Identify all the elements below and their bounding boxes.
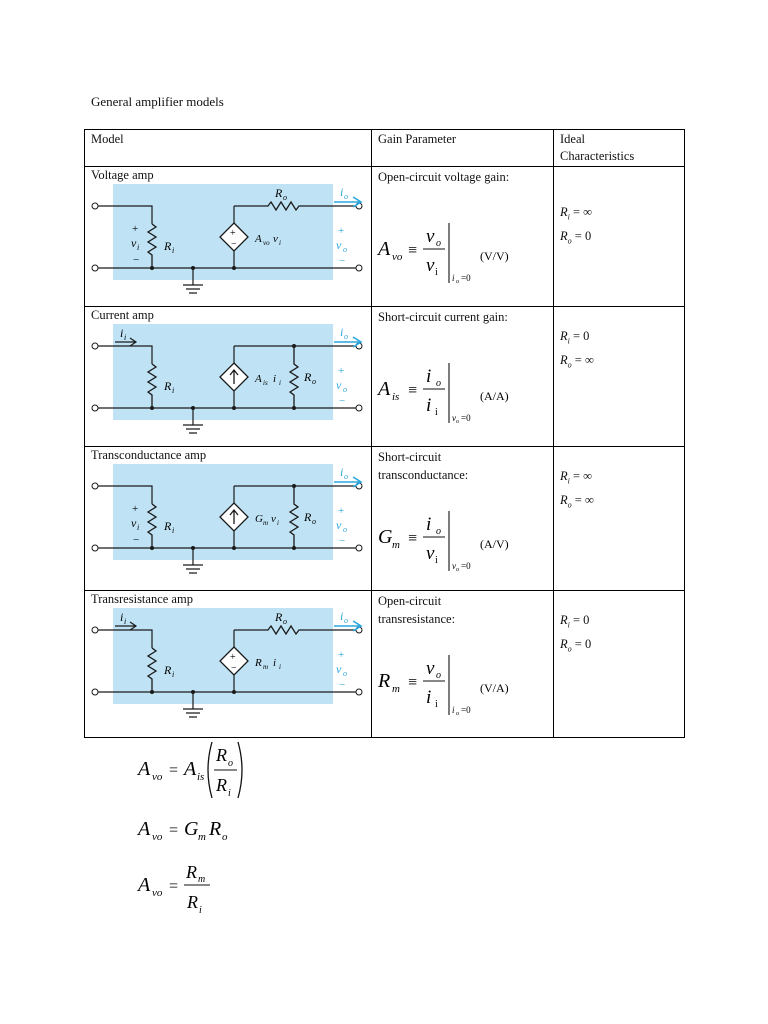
circuit-diagram xyxy=(85,324,365,442)
gain-numerator: v xyxy=(426,226,435,247)
gain-condition-sub: o xyxy=(456,711,459,717)
relation-2-ro-sub: o xyxy=(222,831,228,843)
input-resistor-label: R xyxy=(164,239,172,253)
output-resistor-sub: o xyxy=(283,617,287,626)
input-current-sub: i xyxy=(124,333,127,342)
relation-2-ro: R xyxy=(209,818,222,840)
input-terminal-top xyxy=(92,343,98,349)
table-row xyxy=(85,591,685,738)
relation-avo-from-ais xyxy=(136,742,242,799)
header-gain-parameter: Gain Parameter xyxy=(372,130,554,167)
gain-symbol: A xyxy=(378,238,391,260)
circuit-background xyxy=(113,464,333,560)
model-name: Transresistance amp xyxy=(91,592,193,606)
input-current-label: i xyxy=(120,326,124,340)
gain-condition-sub: o xyxy=(456,567,459,573)
source-control-sub: i xyxy=(279,663,281,671)
gain-equiv-sign: ≡ xyxy=(408,242,418,259)
gain-denominator-sub: i xyxy=(435,407,438,418)
input-minus: − xyxy=(133,254,140,266)
ideal-input-resistance: $R_i = 0$ xyxy=(560,613,590,630)
circuit-diagram xyxy=(85,464,365,582)
output-resistor-label: R xyxy=(304,370,312,384)
header-model: Model xyxy=(85,130,372,167)
output-voltage-sub: o xyxy=(343,669,347,678)
output-minus: − xyxy=(339,679,346,691)
ideal-output-resistance: $R_o = 0$ xyxy=(560,228,592,245)
output-resistor-label: R xyxy=(304,510,312,524)
output-current-label: i xyxy=(340,325,344,339)
output-resistor-sub: o xyxy=(283,193,287,202)
model-name: Voltage amp xyxy=(91,168,154,182)
output-current-sub: o xyxy=(344,616,348,625)
output-minus: − xyxy=(339,395,346,407)
model-name: Current amp xyxy=(91,308,154,322)
source-gain-sub: m xyxy=(263,663,269,671)
circuit-background xyxy=(113,184,333,280)
input-current-label: i xyxy=(120,610,124,624)
source-minus: − xyxy=(231,663,237,674)
relation-1-ais-sub: is xyxy=(197,771,205,783)
output-minus: − xyxy=(339,535,346,547)
input-terminal-bottom xyxy=(92,265,98,271)
output-voltage-sub: o xyxy=(343,385,347,394)
gain-condition-sub: o xyxy=(456,419,459,425)
node-dot xyxy=(150,546,154,550)
header-ideal-characteristics: Ideal Characteristics xyxy=(554,130,685,167)
input-voltage-sub: i xyxy=(137,523,140,532)
source-gain-label: A xyxy=(255,373,262,385)
input-voltage-label: v xyxy=(131,236,137,250)
output-plus: + xyxy=(338,649,345,661)
input-resistor-label: R xyxy=(164,519,172,533)
relation-2-gm: G xyxy=(184,818,199,840)
model-cell xyxy=(85,591,372,738)
source-gain-label: R xyxy=(255,657,262,669)
circuit-background xyxy=(113,324,333,420)
gain-denominator: i xyxy=(426,395,432,416)
gain-numerator-sub: o xyxy=(436,378,441,389)
node-dot xyxy=(232,690,236,694)
output-terminal-bottom xyxy=(356,689,362,695)
input-resistor-label: R xyxy=(164,663,172,677)
output-current-label: i xyxy=(340,609,344,623)
relation-1-den: R xyxy=(216,775,227,795)
gain-parameter-label: Open-circuit transresistance: xyxy=(378,594,456,626)
gain-formula xyxy=(372,327,552,427)
output-resistor-sub: o xyxy=(312,377,316,386)
input-resistor-sub: i xyxy=(172,670,175,679)
table-row xyxy=(85,307,685,447)
gain-condition-var: i xyxy=(452,273,455,283)
gain-numerator: i xyxy=(426,366,432,387)
output-minus: − xyxy=(339,255,346,267)
circuit-diagram xyxy=(85,184,365,302)
input-voltage-label: v xyxy=(131,516,137,530)
output-terminal-bottom xyxy=(356,545,362,551)
output-voltage-sub: o xyxy=(343,525,347,534)
gain-symbol: R xyxy=(378,670,391,692)
node-dot xyxy=(150,690,154,694)
relation-2-lhs: A xyxy=(138,818,151,840)
input-terminal-bottom xyxy=(92,545,98,551)
gain-numerator: i xyxy=(426,514,432,535)
source-control-sub: i xyxy=(277,519,279,527)
relation-1-eq: = xyxy=(169,762,179,779)
gain-denominator-sub: i xyxy=(435,555,438,566)
gain-parameter-cell xyxy=(372,447,554,591)
gain-unit: (V/V) xyxy=(480,249,509,263)
node-dot xyxy=(150,406,154,410)
gain-equiv-sign: ≡ xyxy=(408,382,418,399)
node-dot xyxy=(292,484,296,488)
output-resistor-label: R xyxy=(275,186,283,200)
ideal-characteristics-cell xyxy=(554,307,685,447)
input-terminal-top xyxy=(92,483,98,489)
gain-symbol-sub: vo xyxy=(392,251,403,263)
node-dot xyxy=(191,266,195,270)
gain-condition-value: =0 xyxy=(461,273,471,283)
source-control-var: i xyxy=(273,657,277,669)
gain-equiv-sign: ≡ xyxy=(408,530,418,547)
relation-3-lhs-sub: vo xyxy=(152,887,163,899)
output-plus: + xyxy=(338,225,345,237)
output-current-sub: o xyxy=(344,332,348,341)
model-name: Transconductance amp xyxy=(91,448,207,462)
source-gain-label: G xyxy=(255,513,263,525)
gain-parameter-cell xyxy=(372,167,554,307)
source-gain-sub: m xyxy=(263,519,269,527)
gain-unit: (A/V) xyxy=(480,537,509,551)
ideal-output-resistance: $R_o = 0$ xyxy=(560,636,592,653)
gain-condition-value: =0 xyxy=(461,413,471,423)
gain-formula xyxy=(372,187,552,287)
gain-parameter-label: Open-circuit voltage gain: xyxy=(378,170,510,184)
amplifier-models-table xyxy=(84,129,685,738)
output-terminal-bottom xyxy=(356,265,362,271)
node-dot xyxy=(292,546,296,550)
input-plus: + xyxy=(132,503,139,515)
gain-equiv-sign: ≡ xyxy=(408,674,418,691)
relation-3-den-sub: i xyxy=(199,905,202,916)
source-gain-sub: is xyxy=(263,379,268,387)
input-terminal-top xyxy=(92,627,98,633)
ideal-output-resistance: $R_o$ = ∞ xyxy=(560,352,594,369)
node-dot xyxy=(232,546,236,550)
ideal-characteristics-cell xyxy=(554,167,685,307)
gain-parameter-cell xyxy=(372,307,554,447)
ideal-input-resistance: $R_i$ = ∞ xyxy=(560,205,593,222)
gain-condition-value: =0 xyxy=(461,705,471,715)
input-plus: + xyxy=(132,223,139,235)
gain-denominator-sub: i xyxy=(435,699,438,710)
input-terminal-top xyxy=(92,203,98,209)
output-voltage-label: v xyxy=(336,238,342,252)
relation-avo-from-gm xyxy=(136,818,228,843)
model-cell xyxy=(85,307,372,447)
ideal-values xyxy=(554,167,684,250)
output-voltage-label: v xyxy=(336,662,342,676)
node-dot xyxy=(191,406,195,410)
output-terminal-bottom xyxy=(356,405,362,411)
input-minus: − xyxy=(133,534,140,546)
source-gain-sub: vo xyxy=(263,239,270,247)
source-control-var: v xyxy=(271,513,276,525)
gain-unit: (A/A) xyxy=(480,389,509,403)
gain-formula xyxy=(372,485,552,575)
input-terminal-bottom xyxy=(92,689,98,695)
gain-symbol: A xyxy=(378,378,391,400)
source-plus: + xyxy=(230,228,236,239)
input-current-sub: i xyxy=(124,617,127,626)
node-dot xyxy=(191,546,195,550)
relation-1-left-paren xyxy=(208,742,212,798)
relation-1-right-paren xyxy=(238,742,242,798)
gain-denominator: v xyxy=(426,255,435,276)
output-current-sub: o xyxy=(344,472,348,481)
relation-2-gm-sub: m xyxy=(198,831,206,843)
gain-denominator: i xyxy=(426,687,432,708)
model-cell xyxy=(85,447,372,591)
relation-3-eq: = xyxy=(169,878,179,895)
ideal-values xyxy=(554,591,684,658)
gain-condition-var: v xyxy=(452,413,456,423)
relation-3-den: R xyxy=(187,892,198,912)
input-resistor-sub: i xyxy=(172,386,175,395)
ideal-values xyxy=(554,447,684,514)
circuit-diagram xyxy=(85,608,365,726)
gain-parameter-cell xyxy=(372,591,554,738)
relation-1-ais: A xyxy=(184,758,197,780)
table-row xyxy=(85,447,685,591)
ideal-values xyxy=(554,307,684,374)
relation-1-num-sub: o xyxy=(228,758,233,769)
ideal-characteristics-cell xyxy=(554,591,685,738)
gain-formula xyxy=(372,629,552,719)
output-voltage-label: v xyxy=(336,518,342,532)
output-plus: + xyxy=(338,505,345,517)
gain-condition-sub: o xyxy=(456,279,459,285)
relation-3-num: R xyxy=(186,862,197,882)
node-dot xyxy=(191,690,195,694)
source-control-var: v xyxy=(273,233,278,245)
input-resistor-sub: i xyxy=(172,246,175,255)
gain-denominator: v xyxy=(426,543,435,564)
gain-condition-var: v xyxy=(452,561,456,571)
gain-symbol-sub: m xyxy=(392,539,400,551)
gain-denominator-sub: i xyxy=(435,267,438,278)
output-plus: + xyxy=(338,365,345,377)
node-dot xyxy=(232,406,236,410)
table-header-row xyxy=(85,130,685,167)
gain-numerator-sub: o xyxy=(436,670,441,681)
relation-3-num-sub: m xyxy=(198,874,206,885)
relation-1-den-sub: i xyxy=(228,788,231,799)
output-resistor-sub: o xyxy=(312,517,316,526)
node-dot xyxy=(292,344,296,348)
page-title: General amplifier models xyxy=(91,94,224,109)
circuit-background xyxy=(113,608,333,704)
input-voltage-sub: i xyxy=(137,243,140,252)
relation-1-num: R xyxy=(216,745,227,765)
source-gain-label: A xyxy=(255,233,262,245)
gain-numerator-sub: o xyxy=(436,526,441,537)
output-current-sub: o xyxy=(344,192,348,201)
output-current-label: i xyxy=(340,185,344,199)
ideal-output-resistance: $R_o$ = ∞ xyxy=(560,492,594,509)
input-terminal-bottom xyxy=(92,405,98,411)
gain-condition-value: =0 xyxy=(461,561,471,571)
gain-symbol: G xyxy=(378,526,393,548)
ideal-input-resistance: $R_i$ = ∞ xyxy=(560,469,593,486)
source-control-sub: i xyxy=(279,379,281,387)
node-dot xyxy=(232,266,236,270)
gain-unit: (V/A) xyxy=(480,681,509,695)
gain-parameter-label: Short-circuit transconductance: xyxy=(378,450,469,482)
gain-numerator: v xyxy=(426,658,435,679)
node-dot xyxy=(150,266,154,270)
table-row xyxy=(85,167,685,307)
source-control-sub: i xyxy=(279,239,281,247)
output-resistor-label: R xyxy=(275,610,283,624)
input-resistor-label: R xyxy=(164,379,172,393)
relation-1-lhs-sub: vo xyxy=(152,771,163,783)
node-dot xyxy=(292,406,296,410)
input-resistor-sub: i xyxy=(172,526,175,535)
gain-parameter-label: Short-circuit current gain: xyxy=(378,310,508,324)
relation-2-lhs-sub: vo xyxy=(152,831,163,843)
relation-avo-from-rm xyxy=(136,862,210,916)
gain-symbol-sub: m xyxy=(392,683,400,695)
relation-1-lhs: A xyxy=(138,758,151,780)
source-minus: − xyxy=(231,239,237,250)
output-current-label: i xyxy=(340,465,344,479)
output-voltage-sub: o xyxy=(343,245,347,254)
gain-condition-var: i xyxy=(452,705,455,715)
gain-numerator-sub: o xyxy=(436,238,441,249)
output-voltage-label: v xyxy=(336,378,342,392)
ideal-input-resistance: $R_i = 0$ xyxy=(560,329,590,346)
model-cell xyxy=(85,167,372,307)
source-control-var: i xyxy=(273,373,277,385)
relation-3-lhs: A xyxy=(138,874,151,896)
gain-symbol-sub: is xyxy=(392,391,400,403)
ideal-characteristics-cell xyxy=(554,447,685,591)
source-plus: + xyxy=(230,652,236,663)
relation-2-eq: = xyxy=(169,822,179,839)
